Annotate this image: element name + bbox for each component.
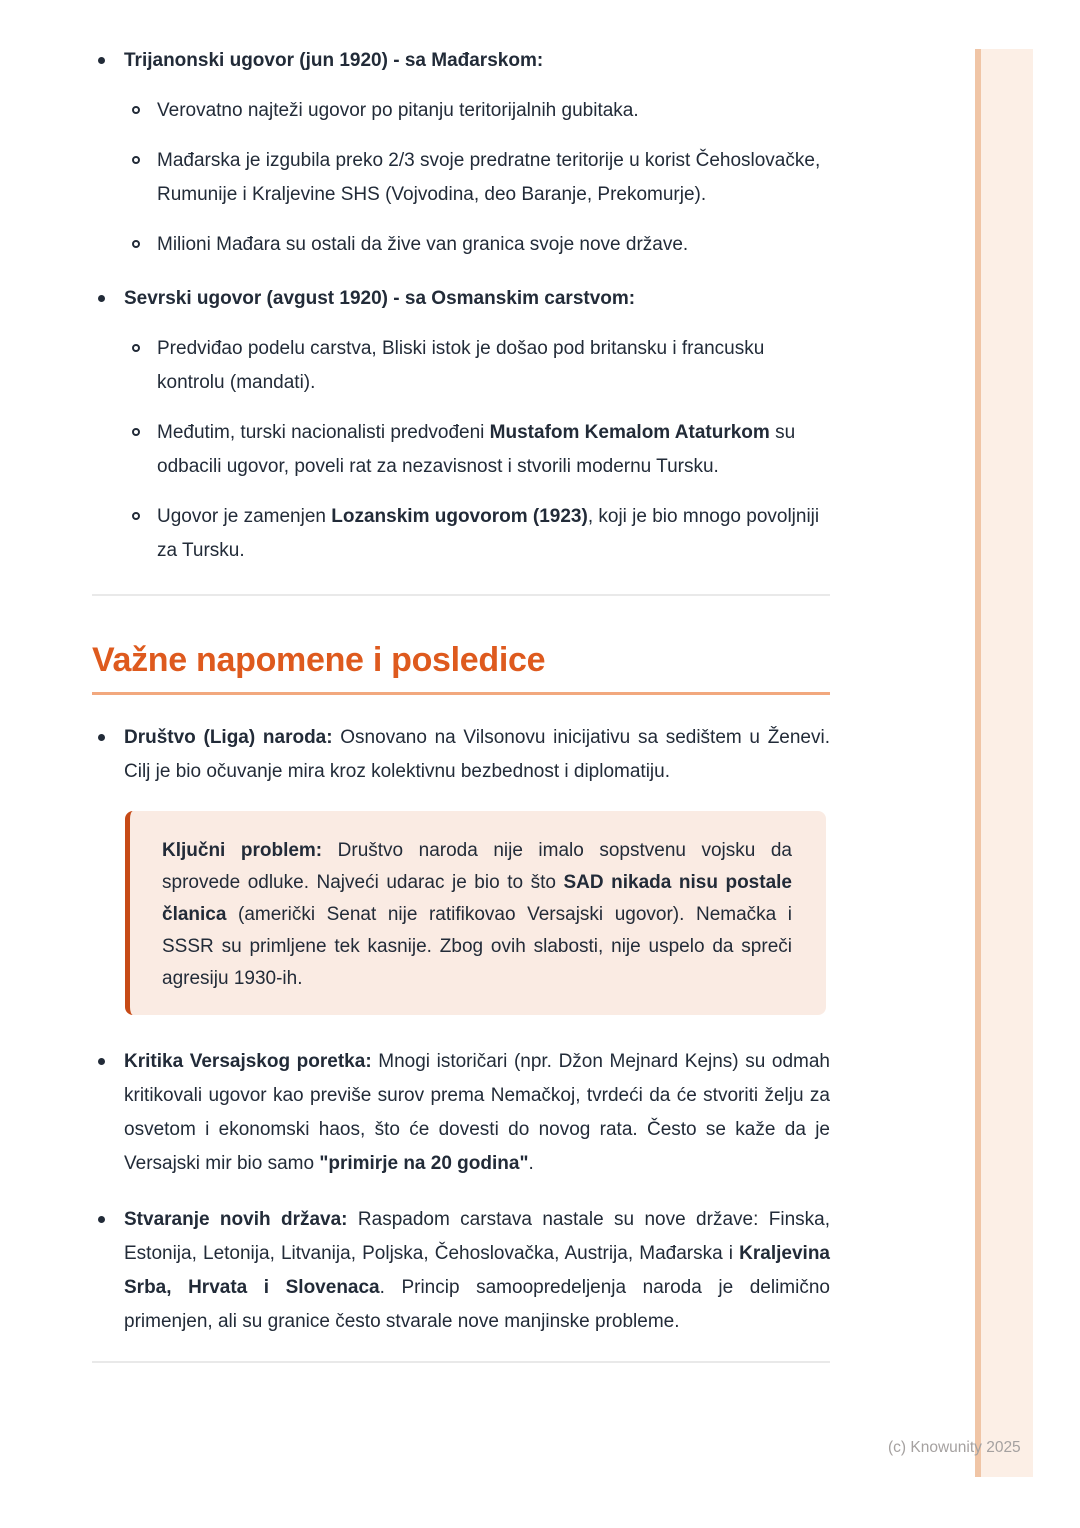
treaty-point [124, 144, 830, 212]
treaty-item-sevr [92, 282, 830, 568]
treaty-point-text: Milioni Mađara su ostali da žive van granica svoje nove države. [157, 234, 689, 255]
note-text: Stvaranje novih država: Raspadom carstava nastale su nove države: Finska, Estonija, Letonija, Litvanija, Poljska, Čehoslovačka, Austrija, Mađarska i Kraljevina Srba, Hrvata i Slovenaca. Princip samoopredeljenja naroda je delimično primenjen, ali su granice često stvarale nove manjinske probleme. [124, 1209, 830, 1332]
notes-list-continued [92, 1045, 830, 1339]
callout-key-problem [125, 811, 826, 1015]
treaty-title: Sevrski ugovor (avgust 1920) - sa Osmanskim carstvom: [124, 288, 636, 309]
note-text: Društvo (Liga) naroda: Osnovano na Vilsonovu inicijativu sa sedištem u Ženevi. Cilj je bio očuvanje mira kroz kolektivnu bezbednost i diplomatiju. [124, 727, 830, 782]
treaties-list [92, 44, 830, 568]
treaty-point-text: Međutim, turski nacionalisti predvođeni Mustafom Kemalom Ataturkom su odbacili ugovor, poveli rat za nezavisnost i stvorili modernu Tursku. [157, 422, 796, 477]
treaty-points [124, 332, 830, 568]
note-item-stvaranje [92, 1203, 830, 1339]
treaty-point [124, 228, 830, 262]
copyright-footer: (c) Knowunity 2025 [888, 1439, 1021, 1456]
note-item-liga [92, 721, 830, 789]
treaty-point-text: Predviđao podelu carstva, Bliski istok je došao pod britansku i francusku kontrolu (mandati). [157, 338, 765, 393]
treaty-point [124, 500, 830, 568]
section-divider-top [92, 594, 830, 596]
treaty-point [124, 332, 830, 400]
notes-list [92, 721, 830, 789]
treaty-point-text: Ugovor je zamenjen Lozanskim ugovorom (1923), koji je bio mnogo povoljniji za Tursku. [157, 506, 820, 561]
treaty-title: Trijanonski ugovor (jun 1920) - sa Mađarskom: [124, 50, 544, 71]
note-text: Kritika Versajskog poretka: Mnogi istoričari (npr. Džon Mejnard Kejns) su odmah kritikovali ugovor kao previše surov prema Nemačkoj, tvrdeći da će stvoriti želju za osvetom i ekonomski haos, što će dovesti do novog rata. Često se kaže da je Versajski mir bio samo "primirje na 20 godina". [124, 1051, 830, 1174]
callout-text: Ključni problem: Društvo naroda nije imalo sopstvenu vojsku da sprovede odluke. Najveći udarac je bio to što SAD nikada nisu postale članica (američki Senat nije ratifikovao Versajski ugovor). Nemačka i SSSR su primljene tek kasnije. Zbog ovih slabosti, nije uspelo da spreči agresiju 1930-ih. [162, 840, 792, 989]
treaty-point [124, 94, 830, 128]
treaty-points [124, 94, 830, 262]
treaty-point-text: Verovatno najteži ugovor po pitanju teritorijalnih gubitaka. [157, 100, 639, 121]
section-heading: Važne napomene i posledice [92, 640, 830, 695]
treaty-point-text: Mađarska je izgubila preko 2/3 svoje predratne teritorije u korist Čehoslovačke, Rumunije i Kraljevine SHS (Vojvodina, deo Baranje, Prekomurje). [157, 150, 821, 205]
document-content [92, 0, 830, 1363]
treaty-item-trijanon [92, 44, 830, 262]
decorative-side-strip [975, 49, 1033, 1477]
treaty-point [124, 416, 830, 484]
section-divider-bottom [92, 1361, 830, 1363]
note-item-kritika [92, 1045, 830, 1181]
